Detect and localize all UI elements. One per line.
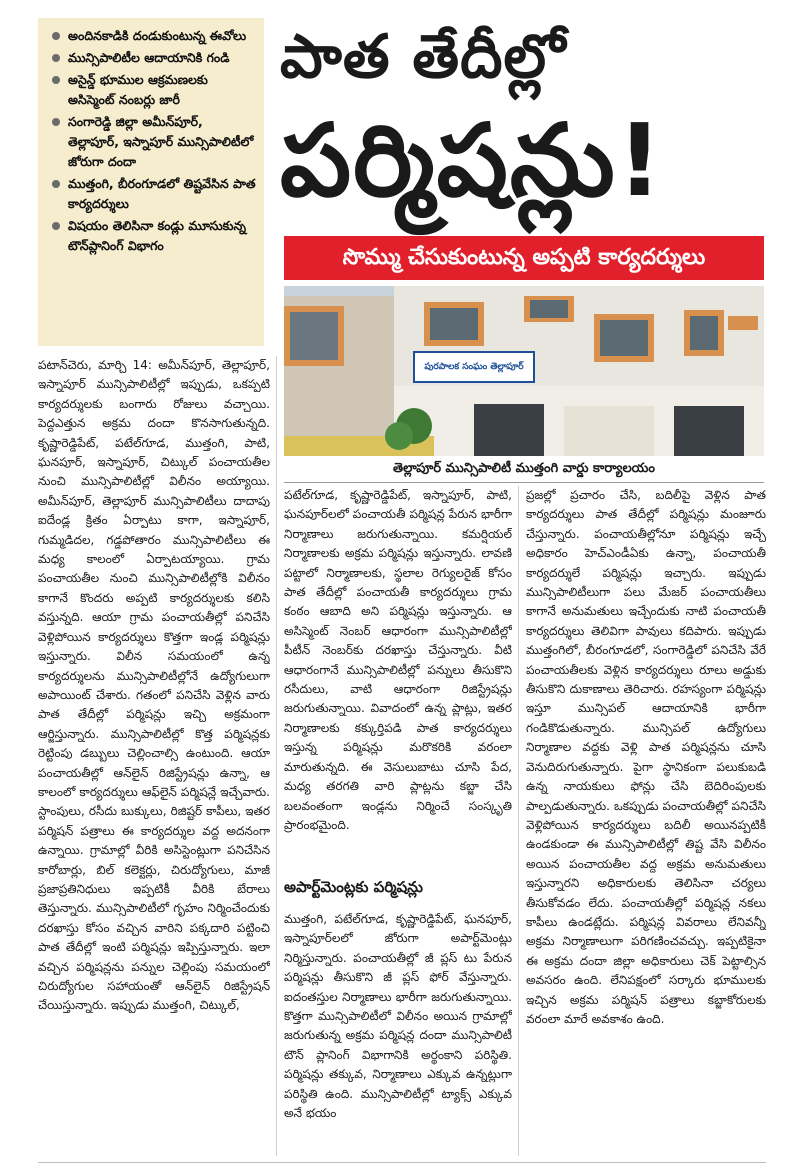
caption-divider	[284, 482, 764, 483]
article-column-2	[284, 486, 512, 866]
column-rule	[276, 356, 277, 1156]
article-paragraph: ముత్తంగి, పటేల్‌గూడ, కృష్ణారెడ్డిపేట్, ఘనపూర్, ఇస్నాపూర్‌లలో జోరుగా అపార్ట్‌మెంట్లు నిర్మిస్తున్నారు. పంచాయతీల్లో జీ ప్లస్ టు పేరున పర్మిషన్లు తీసుకొని జీ ప్లస్ ఫోర్ వేస్తున్నారు. ఐదంతస్తుల నిర్మాణాలు భారీగా జరుగుతున్నాయి. కొత్తగా మున్సిపాలిటీలో విలీనం అయిన గ్రామాల్లో జరుగుతున్న అక్రమ పర్మిషన్ల దందా మున్సిపాలిటీ టౌన్ ప్లానింగ్ విభాగానికి అర్థంకాని పరిస్థితి. పర్మిషన్లు తక్కువ, నిర్మాణాలు ఎక్కువ ఉన్నట్లుగా పరిస్థితి ఉంది. మున్సిపాలిటీల్లో ట్యాక్స్ ఎక్కువ అనే భయం	[284, 912, 512, 1121]
section-heading: అపార్ట్‌మెంట్లకు పర్మిషన్లు	[284, 878, 423, 896]
article-paragraph: ప్రజల్లో ప్రచారం చేసి, బదిలీపై వెళ్లిన పాత కార్యదర్శులు పాత తేదీల్లో పర్మిషన్లు మంజూరు చేస్తున్నారు. పంచాయతీల్లోనూ పర్మిషన్లు ఇచ్చే అధికారం హెచ్‌ఎండీఏకు ఉన్నా, పంచాయతీ కార్యదర్శులే పర్మిషన్లు ఇచ్చారు. ఇప్పుడు మున్సిపాలిటీలుగా పలు మేజర్ పంచాయతీలు కాగానే అనుమతులు ఇచ్చేందుకు నాటి పంచాయతీ కార్యదర్శులు తెలివిగా పావులు కదిపారు. ఇప్పుడు ముత్తంగిలో, బీరంగూడలో, సంగారెడ్డిలో పనిచేసి వేరే పంచాయతీలకు వెళ్లిన కార్యదర్శులు రూలు అడ్డుకు తీసుకొని దుకాణాలు తెరిచారు. రహస్యంగా పర్మిషన్లు ఇస్తూ మున్సిపల్ ఆదాయానికి భారీగా గండికొడుతున్నారు. మున్సిపల్ ఉద్యోగులు నిర్మాణాల వద్దకు వెళ్లి పాత పర్మిషన్లను చూసి వెనుదిరుగుతున్నారు. పైగా స్థానికంగా పలుకుబడి ఉన్న నాయకులు ఫోన్లు చేసి బెదిరింపులకు పాల్పడుతున్నారు. ఒకప్పుడు పంచాయతీల్లో పనిచేసి వెళ్లిపోయిన కార్యదర్శులు బదిలీ అయినప్పటికీ ఉండకుండా ఈ మున్సిపాలిటీల్లో తిష్ట వేసి విలీనం అయిన పంచాయతీల వద్ద అక్రమ అనుమతులు ఇస్తున్నారని అధికారులకు తెలిసినా చర్యలు తీసుకోవడం లేదు. పంచాయతీల్లో పర్మిషన్ల నకలు కాపీలు ఉండట్లేదు. పర్మిషన్ల వివరాలు లేనివన్నీ అక్రమ నిర్మాణాలుగా పరిగణించవచ్చు. ఇప్పటికైనా ఈ అక్రమ దందా జిల్లా అధికారులు చెక్ పెట్టాల్సిన అవసరం ఉంది. లేనిపక్షంలో సర్కారు భూములకు ఇచ్చిన అక్రమ పర్మిషన్ పత్రాలు కబ్జాకోరులకు వరంలా మారే అవకాశం ఉంది.	[526, 488, 766, 1026]
column-rule	[518, 486, 519, 1156]
photo-caption: తెల్లాపూర్ మున్సిపాలిటీ ముత్తంగి వార్డు కార్యాలయం	[392, 461, 655, 476]
article-column-2-continued	[284, 910, 512, 1156]
signboard-text: పురపాలక సంఘం తెల్లాపూర్	[424, 362, 524, 372]
highlights-box	[38, 18, 264, 346]
headline-line-2: పర్మిషన్లు!	[280, 102, 665, 219]
subheadline-banner: సొమ్ము చేసుకుంటున్న అప్పటి కార్యదర్శులు	[284, 236, 764, 280]
article-paragraph: పటాన్‌చెరు, మార్చి 14: అమీన్‌పూర్, తెల్లాపూర్, ఇస్నాపూర్ మున్సిపాలిటీల్లో ఇప్పుడు, ఒకప్పటి కార్యదర్శులకు బంగారు రోజులు వచ్చాయి. పెద్దఎత్తున అక్రమ దందా కొనసాగుతున్నది. కృష్ణారెడ్డిపేట్, పటేల్‌గూడ, ముత్తంగి, పాటి, ఘనపూర్, ఇస్నాపూర్, చిట్కుల్ పంచాయతీల నుంచి మున్సిపాలిటీల్లో విలీనం అయ్యాయి. అమీన్‌పూర్, తెల్లాపూర్ మున్సిపాలిటీలు దాదాపు ఐదేండ్ల క్రితం ఏర్పాటు కాగా, ఇస్నాపూర్, గుమ్మడిదల, గడ్డపోతారం మున్సిపాలిటీలు ఈ మధ్య కాలంలో ఏర్పాటయ్యాయి. గ్రామ పంచాయతీల నుంచి మున్సిపాలిటీల్లోకి విలీనం కాగానే కొందరు అప్పటి కార్యదర్శులకు కలిసి వస్తున్నది. ఆయా గ్రామ పంచాయతీల్లో పనిచేసి వెళ్లిపోయిన కార్యదర్శులు కొత్తగా ఇండ్ల పర్మిషన్లు ఇస్తున్నారు. విలీన సమయంలో ఉన్న కార్యదర్శులను మున్సిపాలిటీల్లోనే ఉద్యోగులుగా అపాయింట్ చేశారు. గతంలో పనిచేసి వెళ్లిన వారు పాత తేదీల్లో పర్మిషన్లు ఇచ్చి అక్రమంగా ఆర్జిస్తున్నారు. మున్సిపాలిటీల్లో కొత్త పర్మిషన్లకు రెట్టింపు డబ్బులు చెల్లించాల్సి ఉంటుంది. ఆయా పంచాయతీల్లో ఆన్‌లైన్ రిజిస్ట్రేషన్లు ఉన్నా, ఆ కాలంలో కార్యదర్శులు ఆఫ్‌లైన్ పర్మిషన్లే ఇచ్చేవారు. స్టాంపులు, రసీదు బుక్కులు, రిజిష్టర్ కాపీలు, ఇతర పర్మిషన్ పత్రాలు ఈ కార్యదర్శుల వద్ద అదనంగా ఉన్నాయి. గ్రామాల్లో వీరికి అసిస్టెంట్లుగా పనిచేసిన కారోబార్లు, బిల్ కలెక్టర్లు, చిరుద్యోగులు, మాజీ ప్రజాప్రతినిధులు ఇప్పటికీ వీరికి బేరాలు తెస్తున్నారు. మున్సిపాలిటీలో గృహం నిర్మించేందుకు దరఖాస్తు కోసం వచ్చిన వారిని పక్కదారి పట్టించి పాత తేదీల్లో ఇంటి పర్మిషన్లు ఇప్పిస్తున్నారు. ఇలా వచ్చిన పర్మిషన్లను పన్నుల చెల్లింపు సమయంలో చిరుద్యోగుల సహాయంతో ఆన్‌లైన్ రిజిస్ట్రేషన్ చేయిస్తున్నారు. ఇప్పుడు ముత్తంగి, చిట్కుల్,	[38, 358, 270, 1013]
headline-line-1: పాత తేదీల్లో	[280, 22, 567, 92]
article-column-3	[526, 486, 766, 1156]
highlight-item: అసైన్డ్ భూముల ఆక్రమణలకు అసిస్మెంట్ నంబర్లు జారీ	[48, 70, 258, 110]
highlights-list	[48, 26, 258, 256]
highlight-item: విషయం తెలిసినా కండ్లు మూసుకున్న టౌన్‌ప్లానింగ్ విభాగం	[48, 216, 258, 256]
article-paragraph: పటేల్‌గూడ, కృష్ణారెడ్డిపేట్, ఇస్నాపూర్, పాటి, ఘనపూర్‌లలో పంచాయతీ పర్మిషన్ల పేరున భారీగా నిర్మాణాలు జరుగుతున్నాయి. కమర్షియల్ నిర్మాణాలకు అక్రమ పర్మిషన్లు ఇస్తున్నారు. లావణి పట్టాలో నిర్మాణాలకు, స్థలాల రెగ్యులరైజ్ కోసం పాత తేదీల్లో పంచాయతీ కార్యదర్శులు గ్రామ కంఠం ఆబాది అని పర్మిషన్లు ఇస్తున్నారు. ఆ అసిస్మెంట్ నెంబర్ ఆధారంగా మున్సిపాలిటీల్లో పీటీన్ నెంబర్‌కు దరఖాస్తు చేస్తున్నారు. వీటి ఆధారంగానే మున్సిపాలిటీల్లో పన్నులు తీసుకొని రసీదులు, వాటి ఆధారంగా రిజిస్ట్రేషన్లు జరుగుతున్నాయి. వివాదంలో ఉన్న ప్లాట్లు, ఇతర నిర్మాణాలకు కక్కుర్తిపడి పాత కార్యదర్శులు ఇస్తున్న పర్మిషన్లు మరొకరికి వరంలా మారుతున్నది. ఈ వెసులుబాటు చూసి పేద, మధ్య తరగతి వారి ప్లాట్లను కబ్జా చేసి బలవంతంగా ఇండ్లను నిర్మించే సంస్కృతి ప్రారంభమైంది.	[284, 488, 512, 832]
news-photo	[284, 286, 764, 456]
article-column-1	[38, 356, 270, 1156]
highlight-item: ముత్తంగి, బీరంగూడలో తిష్టవేసిన పాత కార్యదర్శులు	[48, 174, 258, 214]
highlight-item: అందినకాడికి దండుకుంటున్న ఈవోలు	[48, 26, 258, 46]
highlight-item: మున్సిపాలిటీల ఆదాయానికి గండి	[48, 48, 258, 68]
highlight-item: సంగారెడ్డి జిల్లా అమీన్‌పూర్, తెల్లాపూర్, ఇస్నాపూర్ మున్సిపాలిటీలో జోరుగా దందా	[48, 112, 258, 172]
bottom-rule	[38, 1162, 766, 1163]
